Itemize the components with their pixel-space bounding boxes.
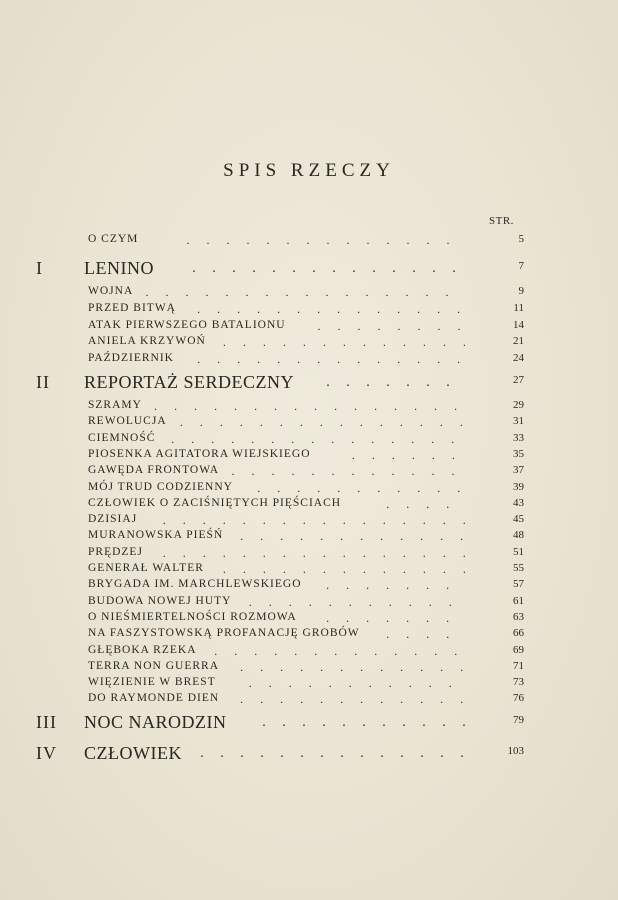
part-numeral: II xyxy=(36,372,50,392)
toc-entry-page: 21 xyxy=(513,335,524,347)
part-page: 103 xyxy=(507,745,524,757)
toc-entry-page: 51 xyxy=(513,546,524,558)
part-page: 27 xyxy=(513,374,524,386)
dot-leader: . . . . . . . . . . . xyxy=(248,676,452,690)
toc-entry-label: DO RAYMONDE DIEN xyxy=(88,692,220,704)
toc-entry-label: CZŁOWIEK O ZACIŚNIĘTYCH PIĘŚCIACH xyxy=(88,497,342,509)
dot-leader: . . . . . . . . xyxy=(317,319,461,333)
toc-entry-page: 37 xyxy=(513,464,524,476)
dot-leader: . . . . . . . . . . . . . . xyxy=(186,233,450,247)
toc-entry-page: 66 xyxy=(513,627,524,639)
toc-entry-page: 31 xyxy=(513,415,524,427)
toc-entry-page: 71 xyxy=(513,660,524,672)
part-numeral: III xyxy=(36,712,57,732)
toc-entry-page: 14 xyxy=(513,319,524,331)
toc-entry-label: BRYGADA IM. MARCHLEWSKIEGO xyxy=(88,578,302,590)
dot-leader: . . . . . . . . . . . . . . xyxy=(192,261,456,276)
page-column-label: STR. xyxy=(489,215,514,227)
dot-leader: . . . . . . . . . . . . . . xyxy=(197,352,461,366)
part-title: REPORTAŻ SERDECZNY xyxy=(84,372,294,392)
dot-leader: . . . . . . . xyxy=(326,611,450,625)
toc-entry-label: ATAK PIERWSZEGO BATALIONU xyxy=(88,319,286,331)
toc-entry-label: PRĘDZEJ xyxy=(88,546,143,558)
dot-leader: . . . . . . . . . . . . . xyxy=(214,644,458,658)
toc-entry-label: GŁĘBOKA RZEKA xyxy=(88,644,197,656)
toc-entry-page: 5 xyxy=(518,233,524,245)
part-title: CZŁOWIEK xyxy=(84,743,182,763)
toc-entry-label: NA FASZYSTOWSKĄ PROFANACJĘ GROBÓW xyxy=(88,627,360,639)
toc-entry-label: MÓJ TRUD CODZIENNY xyxy=(88,481,233,493)
dot-leader: . . . . . . . . . . . . xyxy=(240,660,464,674)
dot-leader: . . . . . . . . . . . xyxy=(257,481,461,495)
toc-entry-label: WOJNA xyxy=(88,285,134,297)
toc-entry-page: 9 xyxy=(518,285,524,297)
dot-leader: . . . . . . . xyxy=(326,375,450,390)
dot-leader: . . . . . . . xyxy=(326,578,450,592)
toc-entry-label: TERRA NON GUERRA xyxy=(88,660,220,672)
dot-leader: . . . . xyxy=(386,627,450,641)
dot-leader: . . . . xyxy=(386,497,450,511)
dot-leader: . . . . . . . . . . . . . xyxy=(222,335,466,349)
toc-entry-label: REWOLUCJA xyxy=(88,415,167,427)
toc-entry-label: SZRAMY xyxy=(88,399,142,411)
part-title: NOC NARODZIN xyxy=(84,712,227,732)
dot-leader: . . . . . . . . . . . . . . xyxy=(200,746,464,761)
toc-entry-page: 43 xyxy=(513,497,524,509)
part-numeral: IV xyxy=(36,743,57,763)
toc-entry-label: O NIEŚMIERTELNOŚCI ROZMOWA xyxy=(88,611,297,623)
part-page: 7 xyxy=(518,260,524,272)
toc-entry-page: 48 xyxy=(513,529,524,541)
part-page: 79 xyxy=(513,714,524,726)
toc-entry-label: DZISIAJ xyxy=(88,513,138,525)
toc-entry-page: 73 xyxy=(513,676,524,688)
dot-leader: . . . . . . . . . . . . xyxy=(231,464,455,478)
toc-entry-label: CIEMNOŚĆ xyxy=(88,432,156,444)
toc-entry-label: MURANOWSKA PIEŚŃ xyxy=(88,529,224,541)
page-title: SPIS RZECZY xyxy=(223,160,395,181)
dot-leader: . . . . . . . . . . . . xyxy=(240,692,464,706)
toc-entry-label: WIĘZIENIE W BREST xyxy=(88,676,216,688)
dot-leader: . . . . . . . . . . . . . . xyxy=(197,302,461,316)
toc-entry-page: 69 xyxy=(513,644,524,656)
toc-entry-label: PRZED BITWĄ xyxy=(88,302,176,314)
toc-entry-label: BUDOWA NOWEJ HUTY xyxy=(88,595,232,607)
toc-entry-page: 24 xyxy=(513,352,524,364)
toc-entry-page: 76 xyxy=(513,692,524,704)
toc-entry-page: 39 xyxy=(513,481,524,493)
toc-entry-page: 11 xyxy=(513,302,524,314)
dot-leader: . . . . . . . . . . . . xyxy=(240,529,464,543)
dot-leader: . . . . . . . . . . . . . . . . xyxy=(162,546,466,560)
toc-entry-label: GENERAŁ WALTER xyxy=(88,562,204,574)
toc-entry-label: PAŹDZIERNIK xyxy=(88,352,174,364)
dot-leader: . . . . . . . . . . . . . . . xyxy=(171,432,455,446)
dot-leader: . . . . . . . . . . . . . xyxy=(222,562,466,576)
part-title: LENINO xyxy=(84,258,154,278)
toc-entry-label: ANIELA KRZYWOŃ xyxy=(88,335,206,347)
toc-entry-page: 45 xyxy=(513,513,524,525)
dot-leader: . . . . . . . . . . . xyxy=(248,595,452,609)
dot-leader: . . . . . . xyxy=(351,448,455,462)
toc-entry-page: 29 xyxy=(513,399,524,411)
dot-leader: . . . . . . . . . . . . . . . xyxy=(179,415,463,429)
toc-entry-page: 33 xyxy=(513,432,524,444)
toc-entry-page: 55 xyxy=(513,562,524,574)
toc-entry-page: 57 xyxy=(513,578,524,590)
dot-leader: . . . . . . . . . . . . . . . . xyxy=(154,399,458,413)
toc-entry-page: 35 xyxy=(513,448,524,460)
toc-entry-page: 63 xyxy=(513,611,524,623)
toc-entry-label: PIOSENKA AGITATORA WIEJSKIEGO xyxy=(88,448,311,460)
toc-entry-page: 61 xyxy=(513,595,524,607)
toc-entry-label: GAWĘDA FRONTOWA xyxy=(88,464,220,476)
part-numeral: I xyxy=(36,258,43,278)
toc-entry-label: O CZYM xyxy=(88,233,139,245)
dot-leader: . . . . . . . . . . . . . . . . xyxy=(145,285,449,299)
dot-leader: . . . . . . . . . . . . . . . . xyxy=(162,513,466,527)
dot-leader: . . . . . . . . . . . xyxy=(262,715,466,730)
